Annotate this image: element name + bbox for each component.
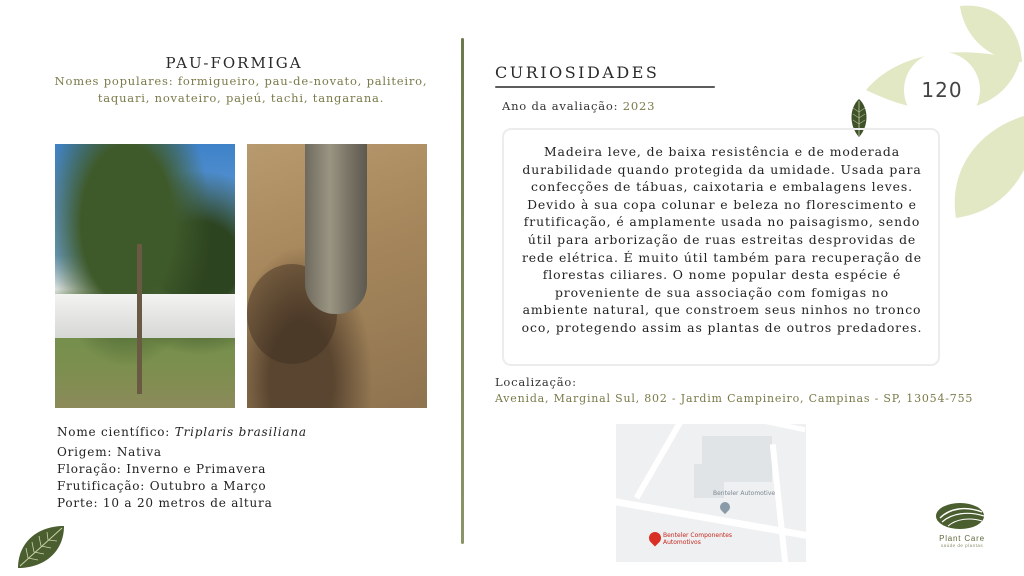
map-road (634, 424, 684, 499)
fruiting: Frutificação: Outubro a Março (57, 479, 267, 493)
leaf-icon (14, 522, 66, 572)
location-label: Localização: (495, 375, 577, 389)
scientific-name-row (57, 424, 437, 441)
map-pin-icon[interactable] (647, 530, 664, 547)
location-map[interactable] (616, 424, 806, 562)
tree-photo (55, 144, 235, 408)
evaluation-year-value: 2023 (622, 99, 656, 113)
species-details (57, 424, 437, 512)
species-title: PAU-FORMIGA (165, 54, 303, 72)
location-address: Avenida, Marginal Sul, 802 - Jardim Campineiro, Campinas - SP, 13054-755 (495, 392, 974, 405)
page-number: 120 (921, 78, 963, 102)
logo-tagline: saúde de plantas (940, 543, 984, 548)
map-label-benteler: Benteler Automotive (713, 490, 776, 497)
scientific-name-label: Nome científico: (57, 425, 171, 439)
scientific-name: Triplaris brasiliana (174, 425, 307, 439)
origin: Origem: Nativa (57, 445, 162, 459)
evaluation-year (502, 99, 655, 113)
photo-building (55, 294, 235, 338)
title-underline (495, 86, 715, 88)
evaluation-label: Ano da avaliação: (502, 99, 619, 113)
map-label-benteler-components: Benteler Componentes Automotivos (663, 532, 733, 546)
column-divider (461, 38, 464, 544)
flowering: Floração: Inverno e Primavera (57, 462, 267, 476)
logo-name: Plant Care (939, 534, 985, 543)
map-pin-icon[interactable] (718, 500, 732, 514)
size: Porte: 10 a 20 metros de altura (57, 496, 273, 510)
map-road (716, 424, 805, 432)
map-road (770, 444, 789, 562)
common-names: Nomes populares: formigueiro, pau-de-novato, paliteiro, taquari, novateiro, pajeú, tachi, tangarana. (54, 74, 428, 105)
photo-tree-trunk (137, 244, 142, 394)
photo-trunk-closeup (305, 144, 367, 314)
curiosities-text: Madeira leve, de baixa resistência e de moderada durabilidade quando protegida da umidade. Usada para confecções de tábuas, caixotaria e embalagens leves. Devido à sua copa colunar e beleza no florescimento e frutificação, é amplamente usada no paisagismo, sendo útil para arborização de ruas estreitas desprovidas de rede elétrica. É muito útil também para recuperação de florestas ciliares. O nome popular desta espécie é proveniente de sua associação com fomigas no ambiente natural, que constroem seus ninhos no tronco oco, protegendo assim as plantas de outros predadores. (521, 144, 923, 335)
curiosities-title: CURIOSIDADES (495, 63, 660, 82)
trunk-photo (247, 144, 427, 408)
